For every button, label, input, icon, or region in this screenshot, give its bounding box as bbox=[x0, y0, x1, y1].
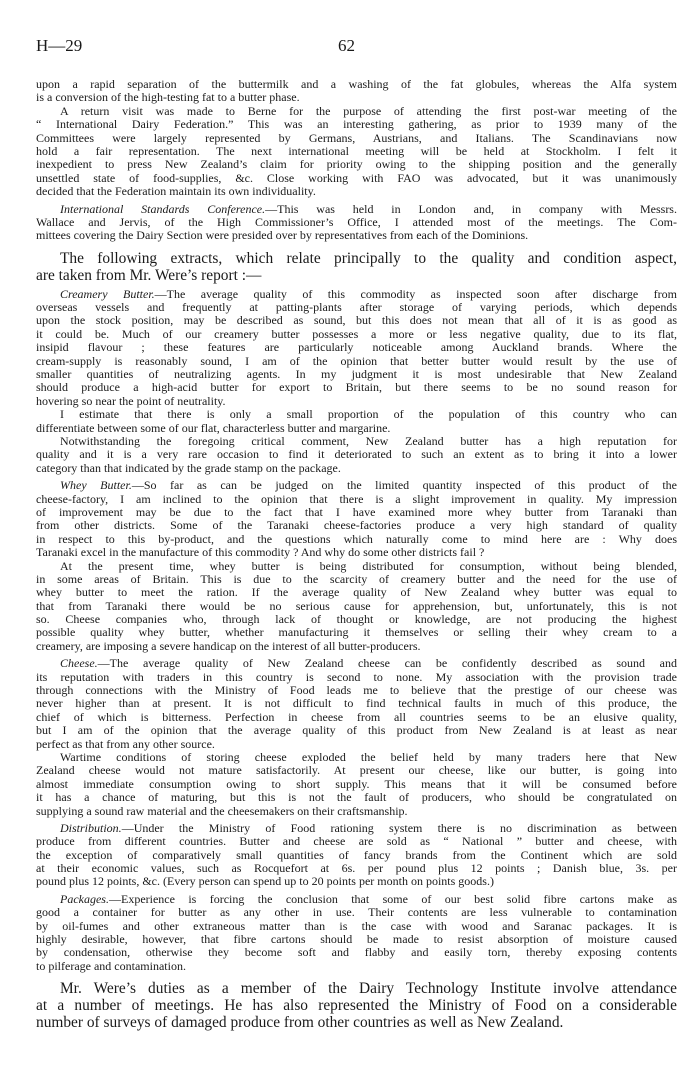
line-text: —So far as can be judged on the limited quantity inspected of this product of the bbox=[131, 478, 678, 493]
text-line bbox=[36, 764, 677, 777]
line-text: The following extracts, which relate principally to the quality and condition aspect, bbox=[60, 249, 677, 267]
text-line bbox=[36, 791, 677, 804]
section-heading: Cheese. bbox=[60, 656, 98, 671]
line-text: whey butter to meet the ration. If the average quality of New Zealand whey butter was equal to bbox=[36, 585, 677, 600]
text-line bbox=[36, 448, 677, 461]
text-line bbox=[36, 671, 677, 684]
paragraph bbox=[36, 479, 677, 559]
line-text: unsettled state of food-supplies, &c. Close working with FAO was advocated, but it was unanimously bbox=[36, 170, 677, 185]
text-line bbox=[36, 506, 677, 519]
text-line bbox=[36, 560, 677, 573]
line-text: its reputation with traders in this country is second to none. My association with the provision trade bbox=[36, 669, 677, 684]
text-line bbox=[36, 355, 677, 368]
text-line bbox=[36, 229, 677, 242]
text-line bbox=[36, 697, 677, 710]
text-line bbox=[36, 893, 677, 906]
text-line bbox=[36, 711, 677, 724]
text-line bbox=[36, 849, 677, 862]
text-line bbox=[36, 657, 677, 670]
text-line bbox=[36, 835, 677, 848]
text-line bbox=[36, 479, 677, 492]
text-line bbox=[36, 805, 677, 818]
text-line bbox=[36, 822, 677, 835]
text-line bbox=[36, 738, 677, 751]
paragraph bbox=[36, 408, 677, 435]
line-text: pound plus 12 points, &c. (Every person can spend up to 20 points per month on points goods.) bbox=[36, 874, 494, 889]
text-line bbox=[36, 381, 677, 394]
text-line bbox=[36, 203, 677, 216]
line-text: by oil-fumes and other extraneous matter than is the case with wood and Saranac packages. It is bbox=[36, 918, 677, 933]
text-line bbox=[36, 533, 677, 546]
text-line bbox=[36, 906, 677, 919]
line-text: it has a chance of maturing, but this is not the fault of producers, who should be congratulated on bbox=[36, 790, 677, 805]
text-line bbox=[36, 328, 677, 341]
line-text: —The average quality of this commodity as inspected soon after discharge from bbox=[154, 286, 677, 301]
section-heading: Packages. bbox=[60, 891, 109, 906]
text-line bbox=[36, 920, 677, 933]
text-line bbox=[36, 546, 677, 559]
text-line bbox=[36, 105, 677, 118]
line-text: through connections with the Ministry of Food leads me to believe that the prestige of our cheese was bbox=[36, 683, 677, 698]
paragraph bbox=[36, 560, 677, 654]
line-text: “ International Dairy Federation.” This was an interesting gathering, as prior to 1939 many of the bbox=[36, 117, 677, 132]
text-line bbox=[36, 462, 677, 475]
line-text: insipid flavour ; these features are particularly noticeable among Auckland brands. Where the bbox=[36, 340, 677, 355]
line-text: cream-supply is reasonably sound, I am of the opinion that better butter would result by the use of bbox=[36, 353, 677, 368]
line-text: of improvement may be due to the fact that I have examined more whey butter from Taranaki than bbox=[36, 504, 677, 519]
line-text: quality and it is a very rare occasion to find it deteriorated to such an extent as to bring it into a lower bbox=[36, 447, 677, 462]
text-line bbox=[36, 172, 677, 185]
text-line bbox=[36, 267, 677, 284]
text-line bbox=[36, 395, 677, 408]
line-text: that from Taranaki there would be no serious cause for apprehension, but, unfortunately, this is not bbox=[36, 598, 677, 613]
line-text: possible quality whey butter, whether manufacturing it themselves or selling their whey cream to a bbox=[36, 625, 677, 640]
line-text: chief of which is bitterness. Perfection in cheese from all countries seems to be an elusive quality, bbox=[36, 709, 677, 724]
line-text: overseas vessels and frequently at patting-plants after storage of varying periods, which depends bbox=[36, 300, 677, 315]
line-text: should produce a high-acid butter for export to Britain, but there seems to be no sound reason for bbox=[36, 380, 677, 395]
text-line bbox=[36, 778, 677, 791]
section-heading: Distribution. bbox=[60, 820, 122, 835]
paragraph bbox=[36, 980, 677, 1031]
text-line bbox=[36, 132, 677, 145]
line-text: A return visit was made to Berne for the purpose of attending the first post-war meeting of the bbox=[60, 103, 677, 118]
text-line bbox=[36, 613, 677, 626]
line-text: in some areas of Britain. This is due to the scarcity of creamery butter and the need for the use of bbox=[36, 571, 677, 586]
line-text: number of surveys of damaged produce from other countries as well as New Zealand. bbox=[36, 1014, 564, 1032]
text-line bbox=[36, 724, 677, 737]
text-line bbox=[36, 301, 677, 314]
line-text: from other districts. Some of the Taranaki cheese-factories produce a very high standard of quality bbox=[36, 518, 677, 533]
paragraph bbox=[36, 657, 677, 751]
text-line bbox=[36, 600, 677, 613]
line-text: —Experience is forcing the conclusion that some of our best solid fibre cartons make as bbox=[108, 891, 677, 906]
paragraph bbox=[36, 288, 677, 409]
text-line bbox=[36, 684, 677, 697]
text-line bbox=[36, 216, 677, 229]
line-text: Taranaki excel in the manufacture of this commodity ? And why do some other districts fail ? bbox=[36, 545, 485, 560]
line-text: —Under the Ministry of Food rationing system there is no discrimination as between bbox=[121, 820, 677, 835]
text-line bbox=[36, 862, 677, 875]
line-text: almost immediate consumption owing to short supply. This means that it will be consumed before bbox=[36, 776, 677, 791]
text-line bbox=[36, 422, 677, 435]
line-text: supplying a sound raw material and the cheesemakers on their craftsmanship. bbox=[36, 803, 408, 818]
text-line bbox=[36, 408, 677, 421]
text-line bbox=[36, 640, 677, 653]
line-text: Committees were largely represented by Germans, Austrians, and Italians. The Scandinavians now bbox=[36, 130, 677, 145]
text-line bbox=[36, 626, 677, 639]
line-text: cheese-factory, I am inclined to the opinion that there is a slight improvement in quality. My impression bbox=[36, 491, 677, 506]
line-text: in respect to this by-product, and the questions which naturally come to mind here are : Why does bbox=[36, 531, 677, 546]
paragraph bbox=[36, 78, 677, 105]
paragraph bbox=[36, 435, 677, 475]
line-text: highly desirable, however, that fibre cartons should be made to resist absorption of moisture caused bbox=[36, 932, 677, 947]
text-line bbox=[36, 1014, 677, 1031]
paragraph bbox=[36, 250, 677, 284]
text-line bbox=[36, 573, 677, 586]
line-text: —This was held in London and, in company with Messrs. bbox=[265, 201, 677, 216]
line-text: upon a rapid separation of the buttermilk and a washing of the fat globules, whereas the Alfa system bbox=[36, 77, 677, 91]
line-text: upon the stock position, may be described as sound, but this does not mean that all of it is as good as bbox=[36, 313, 677, 328]
text-line bbox=[36, 586, 677, 599]
page-header bbox=[36, 36, 677, 58]
text-line bbox=[36, 314, 677, 327]
text-line bbox=[36, 158, 677, 171]
text-line bbox=[36, 946, 677, 959]
line-text: but I am of the opinion that the average quality of this product from New Zealand is at least as near bbox=[36, 723, 677, 738]
line-text: hovering so near the point of neutrality. bbox=[36, 393, 226, 408]
line-text: decided that the Federation maintain its own individuality. bbox=[36, 184, 316, 199]
text-line bbox=[36, 435, 677, 448]
text-line bbox=[36, 91, 677, 104]
text-line bbox=[36, 751, 677, 764]
paragraph bbox=[36, 893, 677, 973]
text-line bbox=[36, 145, 677, 158]
text-line bbox=[36, 493, 677, 506]
line-text: creamery, are imposing a severe handicap on the interest of all butter-producers. bbox=[36, 638, 421, 653]
line-text: At the present time, whey butter is being distributed for consumption, without being blended, bbox=[60, 558, 677, 573]
line-text: good a container for butter as any other in use. Their contents are less vulnerable to contamination bbox=[36, 905, 677, 920]
line-text: Zealand cheese would not mature satisfactorily. At present our cheese, like our butter, is going into bbox=[36, 763, 677, 778]
line-text: so. Cheese companies who, through lack of thought or knowledge, are not producing the highest bbox=[36, 612, 677, 627]
line-text: never higher than at present. It is not difficult to find technical faults in much of this produce, the bbox=[36, 696, 677, 711]
line-text: Wartime conditions of storing cheese exploded the belief held by many traders here that New bbox=[60, 749, 677, 764]
line-text: —The average quality of New Zealand cheese can be confidently described as sound and bbox=[97, 656, 677, 671]
line-text: to pilferage and contamination. bbox=[36, 958, 186, 973]
line-text: is a conversion of the high-testing fat to a butter phase. bbox=[36, 90, 300, 105]
line-text: produce from different countries. Butter and cheese are sold as “ National ” butter and cheese, with bbox=[36, 834, 677, 849]
line-text: inexpedient to press New Zealand’s claim for priority owing to the shipping position and the generally bbox=[36, 157, 677, 172]
section-heading: Creamery Butter. bbox=[60, 286, 155, 301]
paragraph bbox=[36, 105, 677, 199]
line-text: the exception of comparatively small quantities of fancy brands from the Continent which are sold bbox=[36, 847, 677, 862]
line-text: are taken from Mr. Were’s report :— bbox=[36, 266, 262, 284]
line-text: Mr. Were’s duties as a member of the Dairy Technology Institute involve attendance bbox=[60, 980, 677, 998]
paragraph bbox=[36, 203, 677, 243]
text-line bbox=[36, 78, 677, 91]
text-line bbox=[36, 341, 677, 354]
line-text: I estimate that there is only a small proportion of the population of this country who can bbox=[60, 407, 677, 422]
text-line bbox=[36, 997, 677, 1014]
text-line bbox=[36, 933, 677, 946]
text-line bbox=[36, 960, 677, 973]
line-text: by condensation, otherwise they become soft and flabby and easily torn, thereby exposing contents bbox=[36, 945, 677, 960]
text-line bbox=[36, 519, 677, 532]
line-text: Wallace and Jervis, of the High Commissioner’s Office, I attended most of the meetings. The Com- bbox=[36, 214, 677, 229]
paragraph bbox=[36, 751, 677, 818]
document-code: H—29 bbox=[36, 36, 83, 55]
text-line bbox=[36, 185, 677, 198]
line-text: smaller quantities of neutralizing agents. In my judgment it is most undesirable that New Zealand bbox=[36, 367, 677, 382]
line-text: hold a fair representation. The next international meeting will be held at Stockholm. I felt it bbox=[36, 143, 677, 158]
section-heading: International Standards Conference. bbox=[60, 201, 266, 216]
section-heading: Whey Butter. bbox=[60, 478, 132, 493]
document-body bbox=[36, 78, 677, 1035]
line-text: category than that indicated by the grade stamp on the package. bbox=[36, 460, 341, 475]
text-line bbox=[36, 368, 677, 381]
text-line bbox=[36, 288, 677, 301]
line-text: differentiate between some of our flat, characterless butter and margarine. bbox=[36, 420, 391, 435]
paragraph bbox=[36, 822, 677, 889]
text-line bbox=[36, 118, 677, 131]
line-text: at a number of meetings. He has also represented the Ministry of Food on a considerable bbox=[36, 997, 677, 1015]
text-line bbox=[36, 980, 677, 997]
text-line bbox=[36, 250, 677, 267]
line-text: mittees covering the Dairy Section were presided over by representatives from each of the Dominions. bbox=[36, 228, 529, 243]
line-text: Notwithstanding the foregoing critical comment, New Zealand butter has a high reputation for bbox=[60, 433, 677, 448]
line-text: at their economic values, such as Rocquefort at 6s. per pound plus 12 points ; Danish blue, 3s. per bbox=[36, 861, 677, 876]
page-number: 62 bbox=[338, 36, 355, 55]
line-text: perfect as that from any other source. bbox=[36, 736, 215, 751]
line-text: it could be. Much of our creamery butter possesses a more or less negative quality, due to its flat, bbox=[36, 326, 677, 341]
text-line bbox=[36, 875, 677, 888]
